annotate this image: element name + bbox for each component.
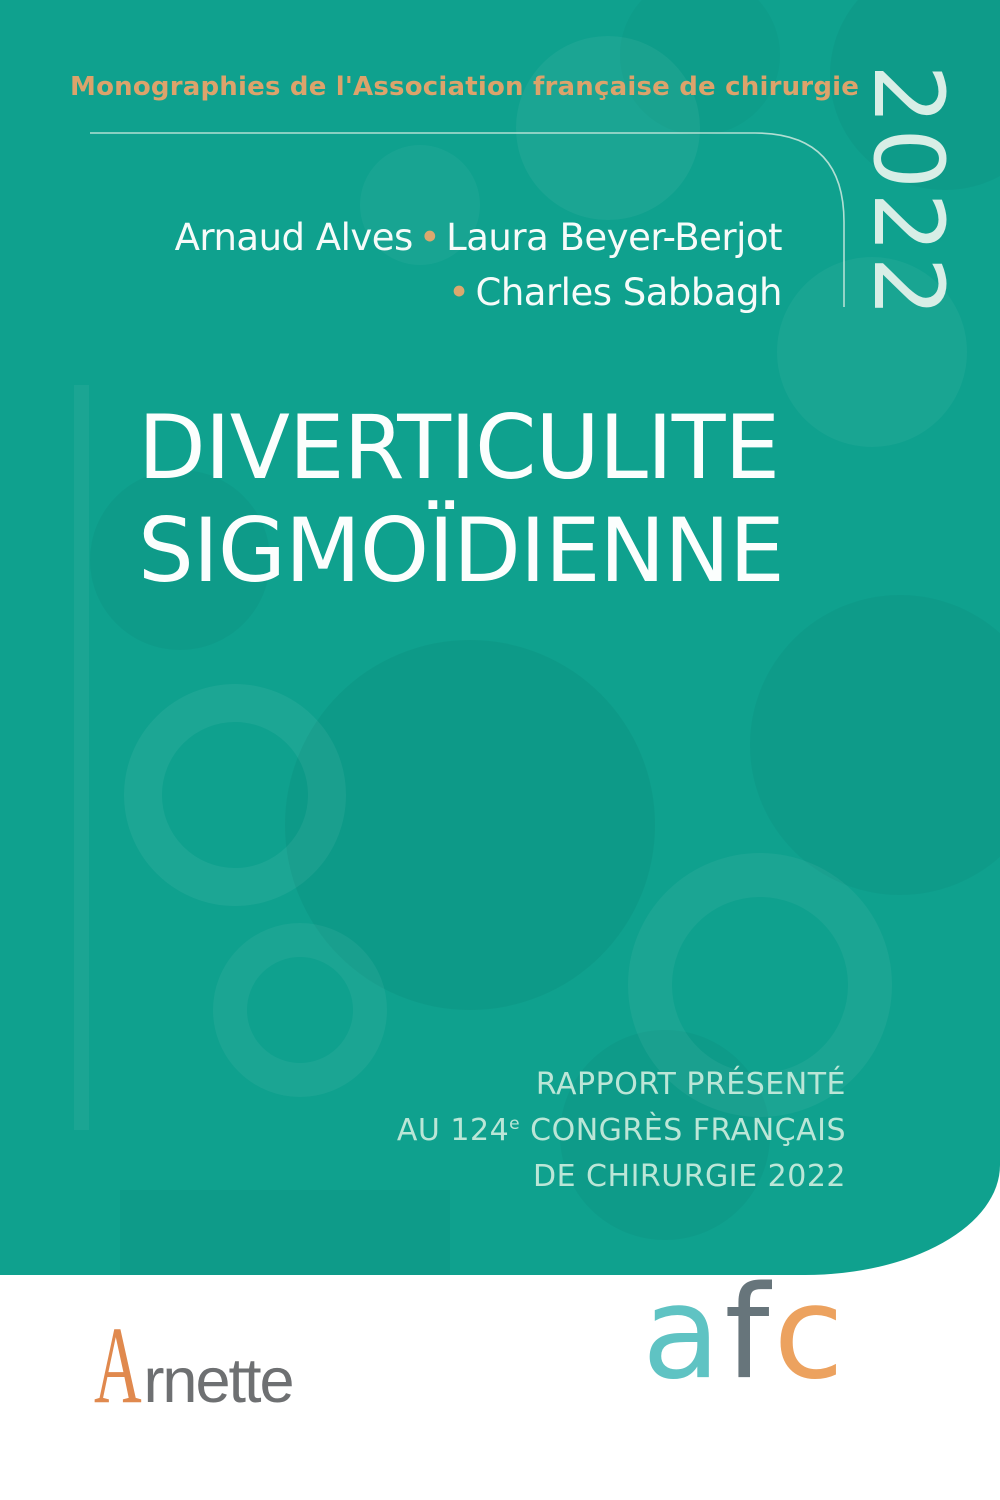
arnette-initial: A xyxy=(94,1304,142,1426)
title-line-1: DIVERTICULITE xyxy=(138,396,780,499)
authors-block xyxy=(0,210,782,320)
book-title xyxy=(138,396,784,602)
afc-letter-c: c xyxy=(773,1259,848,1408)
author-name-1: Arnaud Alves xyxy=(174,216,413,259)
author-separator-bullet: • xyxy=(448,271,470,314)
authors-line-2 xyxy=(0,265,782,320)
arnette-wordmark: rnette xyxy=(143,1346,293,1416)
report-line-3: DE CHIRURGIE 2022 xyxy=(532,1159,846,1194)
publisher-logo-arnette xyxy=(94,1304,293,1426)
authors-line-1 xyxy=(0,210,782,265)
title-line-2: SIGMOÏDIENNE xyxy=(138,499,784,602)
ordinal-superscript: e xyxy=(509,1114,521,1134)
report-line-2-text: AU 124 xyxy=(396,1113,510,1148)
afc-logo xyxy=(642,1259,848,1408)
afc-letter-f: f xyxy=(724,1259,774,1408)
afc-letter-a: a xyxy=(642,1259,725,1408)
series-title: Monographies de l'Association française de chirurgie xyxy=(70,72,860,102)
year-vertical: 2022 xyxy=(852,64,964,321)
report-note xyxy=(0,1062,846,1200)
report-line-2 xyxy=(0,1108,846,1154)
report-line-2-text-after: CONGRÈS FRANÇAIS xyxy=(520,1113,846,1148)
report-line-1: RAPPORT PRÉSENTÉ xyxy=(535,1067,846,1102)
author-separator-bullet: • xyxy=(418,216,441,259)
author-name-3: Charles Sabbagh xyxy=(475,271,782,314)
author-name-2: Laura Beyer-Berjot xyxy=(446,216,782,259)
